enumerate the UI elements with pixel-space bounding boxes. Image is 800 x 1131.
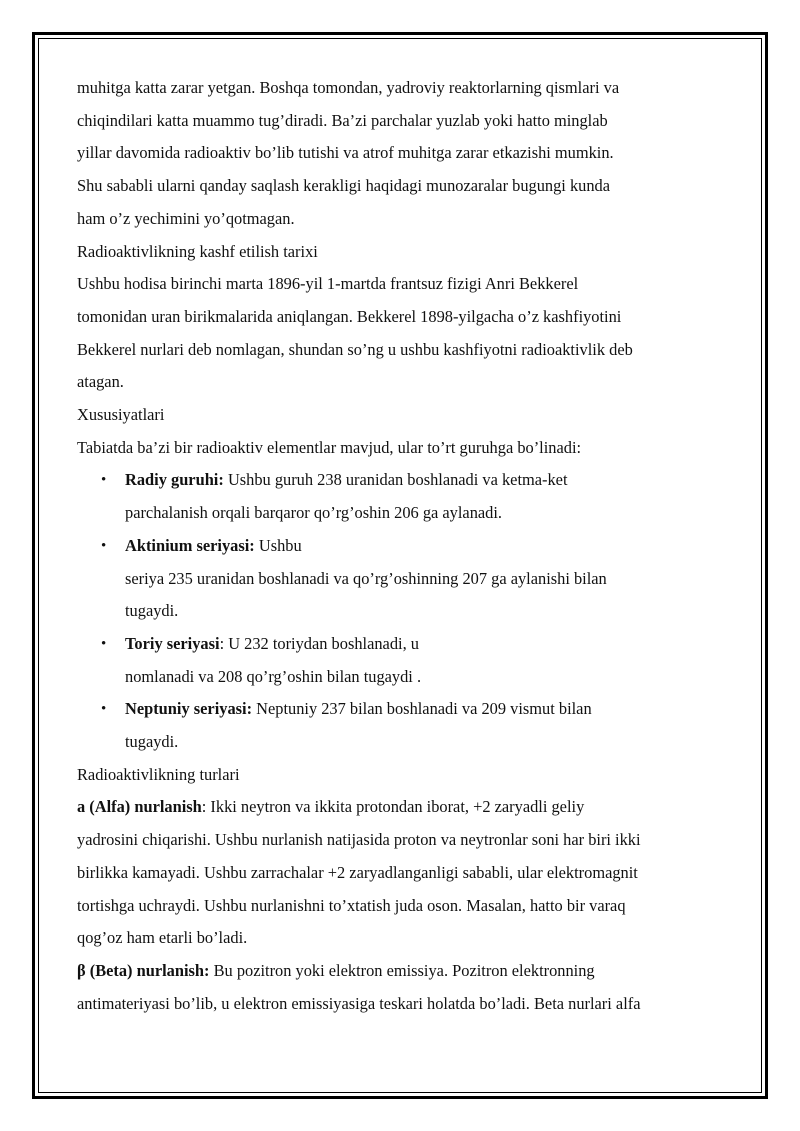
text-line: tomonidan uran birikmalarida aniqlangan. Bekkerel 1898-yilgacha o’z kashfiyotini bbox=[77, 306, 622, 326]
series-text: : U 232 toriydan boshlanadi, u bbox=[219, 633, 419, 653]
list-item bbox=[77, 628, 729, 693]
text-line bbox=[125, 693, 729, 726]
history-paragraph bbox=[77, 268, 729, 399]
alpha-text: : Ikki neytron va ikkita protondan iborat, +2 zaryadli geliy bbox=[201, 797, 585, 817]
text-line: yadrosini chiqarishi. Ushbu nurlanish natijasida proton va neytronlar soni har biri ikki bbox=[77, 830, 641, 850]
text-line bbox=[77, 955, 729, 988]
text-line: seriya 235 uranidan boshlanadi va qo’rg’oshinning 207 ga aylanishi bilan bbox=[125, 568, 607, 588]
series-title: Neptuniy seriyasi: bbox=[125, 699, 253, 719]
text-line: qog’oz ham etarli bo’ladi. bbox=[77, 928, 248, 948]
series-list bbox=[77, 464, 729, 758]
text-line: atagan. bbox=[77, 372, 124, 392]
list-item bbox=[77, 464, 729, 529]
text-line bbox=[125, 464, 729, 497]
text-line: yillar davomida radioaktiv bo’lib tutishi va atrof muhitga zarar etkazishi mumkin. bbox=[77, 143, 614, 163]
alpha-title: a (Alfa) nurlanish bbox=[77, 797, 202, 817]
list-item bbox=[77, 693, 729, 758]
series-text: Ushbu bbox=[258, 535, 302, 555]
text-line: Shu sababli ularni qanday saqlash kerakligi haqidagi munozaralar bugungi kunda bbox=[77, 176, 611, 196]
list-item bbox=[77, 530, 729, 628]
text-line bbox=[125, 628, 729, 661]
text-line: tortishga uchraydi. Ushbu nurlanishni to’xtatish juda oson. Masalan, hatto bir varaq bbox=[77, 895, 626, 915]
intro-paragraph bbox=[77, 72, 729, 236]
text-line bbox=[77, 791, 729, 824]
series-text: Ushbu guruh 238 uranidan boshlanadi va ketma-ket bbox=[227, 470, 568, 490]
text-line: tugaydi. bbox=[125, 732, 179, 752]
properties-heading: Xususiyatlari bbox=[77, 405, 165, 425]
text-line: tugaydi. bbox=[125, 601, 179, 621]
text-line: birlikka kamayadi. Ushbu zarrachalar +2 zaryadlanganligi sababli, ular elektromagnit bbox=[77, 862, 638, 882]
document-body bbox=[77, 72, 729, 1020]
text-line: parchalanish orqali barqaror qo’rg’oshin 206 ga aylanadi. bbox=[125, 503, 503, 523]
properties-intro: Tabiatda ba’zi bir radioaktiv elementlar mavjud, ular to’rt guruhga bo’linadi: bbox=[77, 437, 582, 457]
beta-text: Bu pozitron yoki elektron emissiya. Pozitron elektronning bbox=[209, 960, 595, 980]
text-line bbox=[125, 530, 729, 563]
text-line: ham o’z yechimini yo’qotmagan. bbox=[77, 208, 295, 228]
history-heading: Radioaktivlikning kashf etilish tarixi bbox=[77, 241, 318, 261]
types-heading: Radioaktivlikning turlari bbox=[77, 764, 240, 784]
text-line: Bekkerel nurlari deb nomlagan, shundan so’ng u ushbu kashfiyotni radioaktivlik deb bbox=[77, 339, 633, 359]
text-line: chiqindilari katta muammo tug’diradi. Ba’zi parchalar yuzlab yoki hatto minglab bbox=[77, 110, 608, 130]
series-title: Aktinium seriyasi: bbox=[125, 535, 255, 555]
text-line: antimateriyasi bo’lib, u elektron emissiyasiga teskari holatda bo’ladi. Beta nurlari alfa bbox=[77, 993, 641, 1013]
text-line: Ushbu hodisa birinchi marta 1896-yil 1-martda frantsuz fizigi Anri Bekkerel bbox=[77, 274, 579, 294]
text-line: muhitga katta zarar yetgan. Boshqa tomondan, yadroviy reaktorlarning qismlari va bbox=[77, 78, 620, 97]
series-title: Toriy seriyasi bbox=[125, 633, 220, 653]
series-title: Radiy guruhi: bbox=[125, 470, 224, 490]
text-line: nomlanadi va 208 qo’rg’oshin bilan tugaydi . bbox=[125, 666, 422, 686]
alpha-paragraph bbox=[77, 791, 729, 955]
beta-paragraph bbox=[77, 955, 729, 1020]
beta-title: β (Beta) nurlanish: bbox=[77, 960, 210, 980]
series-text: Neptuniy 237 bilan boshlanadi va 209 vismut bilan bbox=[256, 699, 592, 719]
